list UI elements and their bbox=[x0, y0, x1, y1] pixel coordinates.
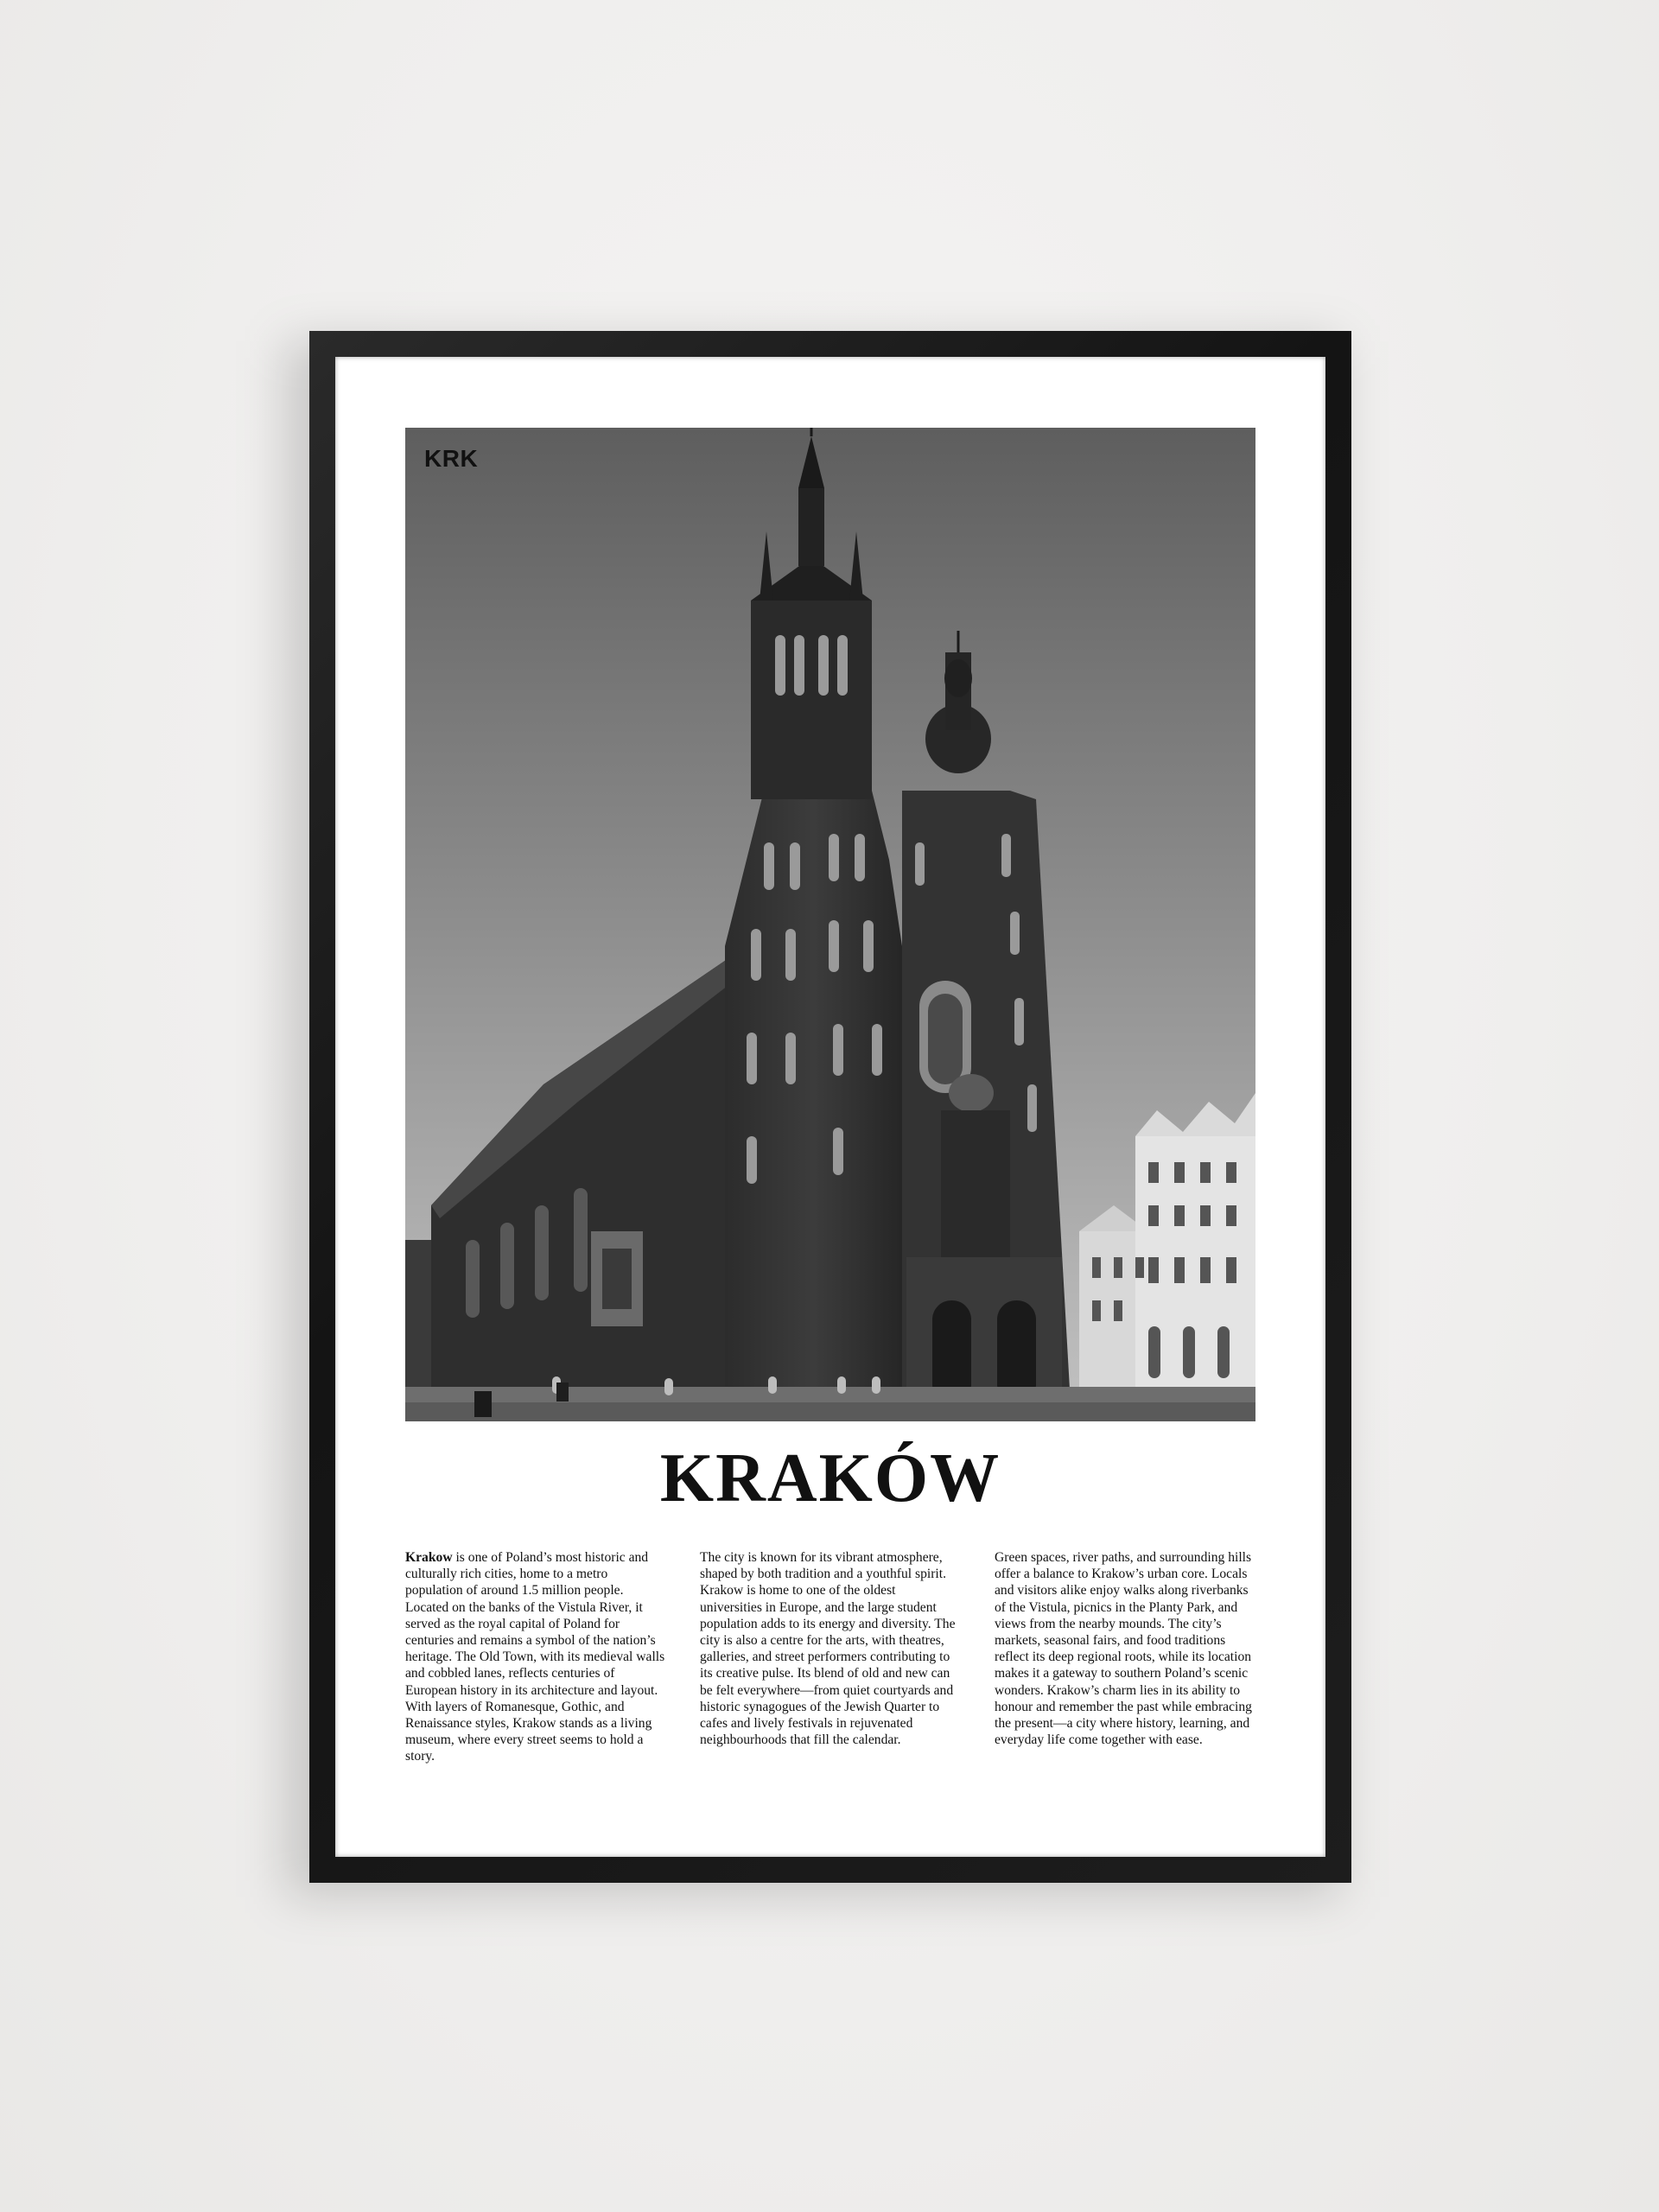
column-1-lead: Krakow bbox=[405, 1550, 453, 1565]
column-1-text: is one of Poland’s most historic and culturally rich cities, home to a metro population of around 1.5 million people. Located on the banks of the Vistula River, it served as the royal capital of Poland for centuries and remains a symbol of the nation’s heritage. The Old Town, with its medieval walls and cobbled lanes, reflects centuries of European history in its architecture and layout. With layers of Romanesque, Gothic, and Renaissance styles, Krakow stands as a living museum, where every street seems to hold a story. bbox=[405, 1550, 665, 1764]
poster-title: KRAKÓW bbox=[659, 1440, 1001, 1516]
poster-mat bbox=[335, 357, 1325, 1857]
description-columns bbox=[405, 1549, 1255, 1765]
poster-frame bbox=[309, 331, 1351, 1883]
city-code-label: KRK bbox=[424, 445, 479, 472]
description-column-3: Green spaces, river paths, and surrounding hills offer a balance to Krakow’s urban core. Locals and visitors alike enjoy walks along riverbanks of the Vistula, picnics in the Planty Park, and views from the nearby mounds. The city’s markets, seasonal fairs, and food traditions reflect its deep regional roots, while its location makes it a gateway to southern Poland’s scenic wonders. Krakow’s charm lies in its ability to honour and remember the past while embracing the present—a city where history, learning, and everyday life come together with ease. bbox=[995, 1550, 1252, 1748]
description-column-1 bbox=[405, 1549, 666, 1765]
poster-photo bbox=[405, 428, 1255, 1421]
basilica-illustration bbox=[405, 428, 1255, 1421]
description-column-2: The city is known for its vibrant atmosphere, shaped by both tradition and a youthful spirit. Krakow is home to one of the oldest universities in Europe, and the large student population adds to its energy and diversity. The city is also a centre for the arts, with theatres, galleries, and street performers contributing to its creative pulse. Its blend of old and new can be felt everywhere—from quiet courtyards and historic synagogues of the Jewish Quarter to cafes and lively festivals in rejuvenated neighbourhoods that fill the calendar. bbox=[700, 1550, 956, 1748]
